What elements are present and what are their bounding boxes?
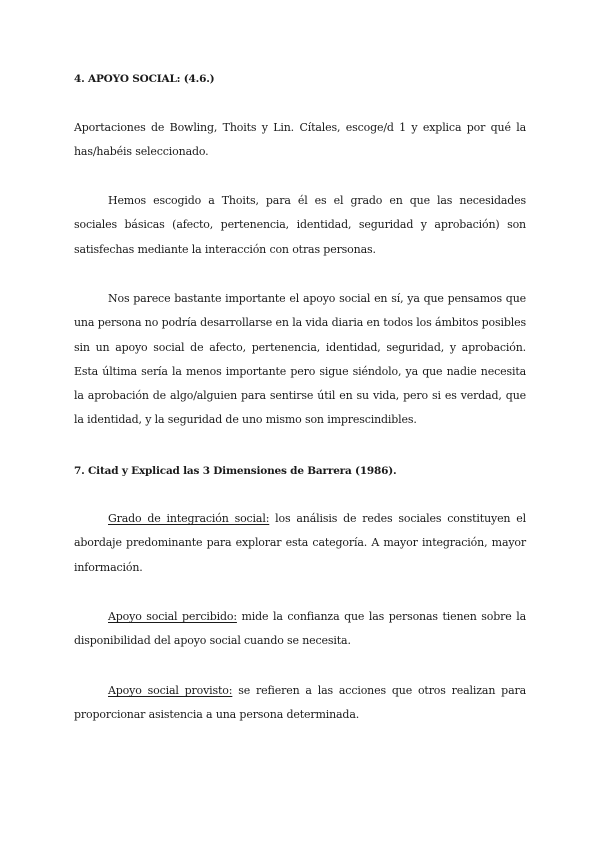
section-7-heading: 7. Citad y Explicad las 3 Dimensiones de Barrera (1986). bbox=[74, 465, 397, 477]
section-4-heading: 4. APOYO SOCIAL: (4.6.) bbox=[74, 73, 215, 85]
section-4-answer-paragraph-2: Nos parece bastante importante el apoyo social en sí, ya que pensamos que una persona no podría desarrollarse en la vida diaria en todos los ámbitos posibles sin un apoyo social de afecto, pertenencia, identidad, seguridad, y aprobación. Esta última sería la menos importante pero sigue siéndolo, ya que nadie necesita la aprobación de algo/alguien para sentirse útil en su vida, pero si es verdad, que la identidad, y la seguridad de uno mismo son imprescindibles. bbox=[74, 292, 526, 427]
dimension-paragraph bbox=[74, 507, 526, 580]
dimension-term: Grado de integración social: bbox=[108, 512, 270, 525]
dimension-paragraph bbox=[74, 605, 526, 654]
dimension-description: los análisis de redes sociales constituyen el abordaje predominante para explorar esta categoría. A mayor integración, mayor información. bbox=[74, 512, 526, 574]
dimension-description: se refieren a las acciones que otros realizan para proporcionar asistencia a una persona determinada. bbox=[74, 684, 526, 722]
section-4-answer-paragraph-1: Hemos escogido a Thoits, para él es el grado en que las necesidades sociales básicas (afecto, pertenencia, identidad, seguridad y aprobación) son satisfechas mediante la interacción con otras personas. bbox=[74, 194, 526, 256]
dimension-description: mide la confianza que las personas tienen sobre la disponibilidad del apoyo social cuando se necesita. bbox=[74, 610, 526, 648]
dimension-term: Apoyo social provisto: bbox=[108, 684, 233, 697]
section-4-question: Aportaciones de Bowling, Thoits y Lin. Cítales, escoge/d 1 y explica por qué la has/habéis seleccionado. bbox=[74, 121, 526, 159]
dimension-paragraph bbox=[74, 679, 526, 728]
dimension-term: Apoyo social percibido: bbox=[108, 610, 237, 623]
